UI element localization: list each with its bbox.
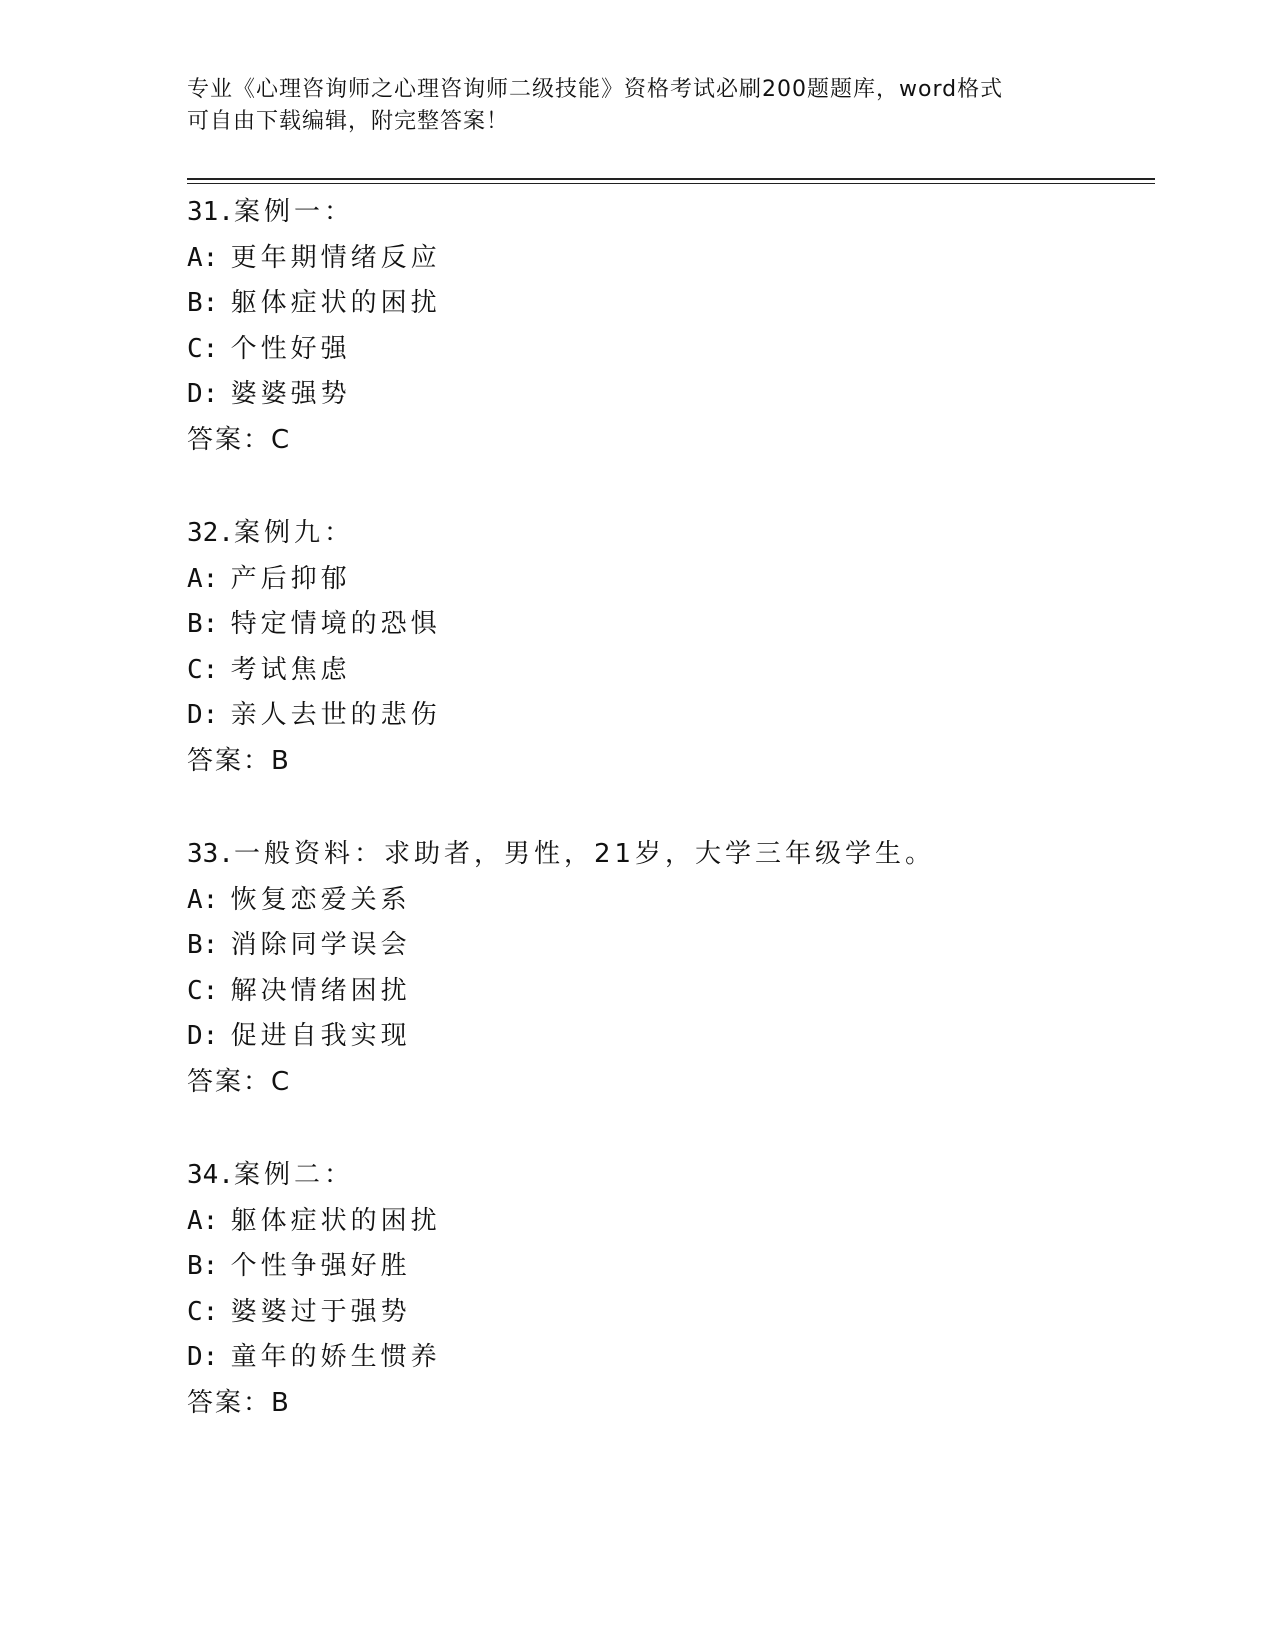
option-a — [187, 878, 1155, 924]
option-text: 个性争强好胜 — [230, 1251, 411, 1281]
option-text: 婆婆强势 — [230, 379, 351, 409]
option-a — [187, 236, 1155, 282]
option-key: A: — [187, 1205, 219, 1236]
option-text: 解决情绪困扰 — [230, 975, 411, 1006]
question-number: 32. — [187, 518, 234, 548]
option-text: 特定情境的恐惧 — [230, 609, 441, 639]
question-33 — [187, 832, 1155, 1105]
question-31 — [187, 190, 1155, 463]
option-d — [187, 1014, 1155, 1060]
question-number: 31. — [187, 197, 234, 227]
option-d — [187, 372, 1155, 418]
option-d — [187, 1335, 1155, 1381]
document-header — [187, 74, 1067, 138]
question-text: 案例二： — [233, 1160, 354, 1190]
option-key: B: — [187, 609, 219, 639]
option-key: C: — [187, 1296, 219, 1327]
option-b — [187, 281, 1155, 327]
option-c — [187, 648, 1155, 694]
option-b — [187, 1244, 1155, 1290]
answer-line: 答案：C — [187, 424, 292, 455]
option-a — [187, 1199, 1155, 1245]
option-text: 个性好强 — [230, 333, 351, 364]
option-key: A: — [187, 242, 219, 273]
header-divider-thick — [187, 178, 1155, 180]
question-34 — [187, 1153, 1155, 1426]
answer-line: 答案：C — [187, 1066, 292, 1097]
header-line-1: 专业《心理咨询师之心理咨询师二级技能》资格考试必刷200题题库，word格式 — [187, 77, 1004, 102]
option-text: 产后抑郁 — [230, 563, 351, 594]
option-text: 更年期情绪反应 — [230, 242, 441, 273]
option-c — [187, 969, 1155, 1015]
option-key: D: — [187, 1021, 219, 1051]
option-b — [187, 923, 1155, 969]
option-text: 婆婆过于强势 — [230, 1296, 411, 1327]
option-key: B: — [187, 1251, 219, 1281]
option-key: B: — [187, 288, 219, 318]
option-text: 童年的娇生惯养 — [230, 1342, 441, 1372]
option-a — [187, 557, 1155, 603]
question-number: 33. — [187, 839, 234, 869]
option-text: 躯体症状的困扰 — [230, 288, 441, 318]
question-list — [187, 190, 1155, 1426]
option-key: D: — [187, 379, 219, 409]
question-stem — [187, 511, 1155, 557]
option-text: 消除同学误会 — [230, 930, 411, 960]
option-key: C: — [187, 975, 219, 1006]
option-text: 亲人去世的悲伤 — [230, 700, 441, 730]
header-line-2: 可自由下载编辑，附完整答案！ — [187, 109, 510, 134]
option-text: 躯体症状的困扰 — [230, 1205, 441, 1236]
option-key: A: — [187, 563, 219, 594]
option-b — [187, 602, 1155, 648]
option-key: A: — [187, 884, 219, 915]
question-number: 34. — [187, 1160, 234, 1190]
option-d — [187, 693, 1155, 739]
option-c — [187, 1290, 1155, 1336]
option-key: D: — [187, 1342, 219, 1372]
question-stem — [187, 190, 1155, 236]
question-stem — [187, 832, 1155, 878]
header-divider-thin — [187, 183, 1155, 184]
answer-line: 答案：B — [187, 1387, 291, 1418]
question-stem — [187, 1153, 1155, 1199]
option-text: 恢复恋爱关系 — [230, 884, 411, 915]
option-key: C: — [187, 654, 219, 685]
option-text: 考试焦虑 — [230, 654, 351, 685]
option-key: C: — [187, 333, 219, 364]
option-text: 促进自我实现 — [230, 1021, 411, 1051]
question-32 — [187, 511, 1155, 784]
question-text: 案例九： — [233, 518, 354, 548]
option-key: B: — [187, 930, 219, 960]
option-key: D: — [187, 700, 219, 730]
option-c — [187, 327, 1155, 373]
answer-line: 答案：B — [187, 745, 291, 776]
question-text: 一般资料：求助者，男性，21岁，大学三年级学生。 — [233, 839, 936, 869]
question-text: 案例一： — [233, 197, 354, 227]
